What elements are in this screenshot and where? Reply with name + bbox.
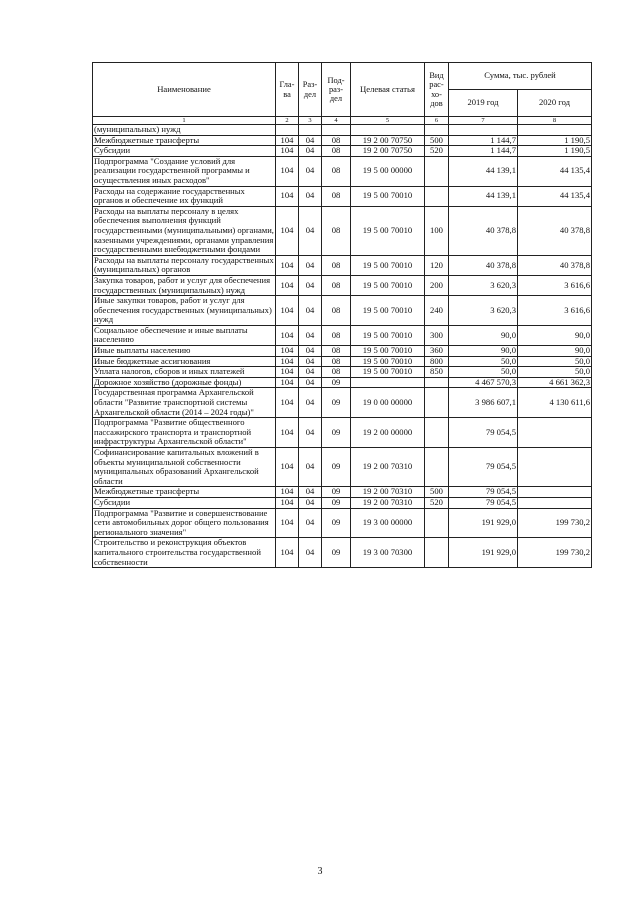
- row-glava: 104: [276, 346, 299, 357]
- row-year1-value: 40 378,8: [449, 206, 518, 255]
- row-year2-value: 3 616,6: [518, 275, 592, 295]
- row-year1-value: 3 986 607,1: [449, 388, 518, 418]
- row-name: Подпрограмма "Создание условий для реализации государственной программы и осуществления иных расходов": [93, 156, 276, 186]
- row-year1-value: 79 054,5: [449, 418, 518, 448]
- row-podrazdel: [322, 125, 351, 136]
- row-vid: [425, 156, 449, 186]
- row-glava: 104: [276, 418, 299, 448]
- row-year1-value: 44 139,1: [449, 186, 518, 206]
- row-year1-value: 90,0: [449, 325, 518, 345]
- row-year2-value: 40 378,8: [518, 255, 592, 275]
- row-target: [351, 377, 425, 388]
- row-year1-value: 79 054,5: [449, 448, 518, 487]
- row-name: (муниципальных) нужд: [93, 125, 276, 136]
- row-razdel: 04: [299, 135, 322, 146]
- header-target: Целевая статья: [351, 63, 425, 117]
- table-row: [93, 255, 592, 275]
- row-target: 19 2 00 70750: [351, 146, 425, 157]
- row-year2-value: 44 135,4: [518, 156, 592, 186]
- row-year2-value: 90,0: [518, 346, 592, 357]
- row-razdel: 04: [299, 346, 322, 357]
- row-year1-value: 40 378,8: [449, 255, 518, 275]
- row-target: 19 5 00 70010: [351, 206, 425, 255]
- row-podrazdel: 08: [322, 367, 351, 378]
- row-razdel: 04: [299, 156, 322, 186]
- row-name: Расходы на выплаты персоналу государственных (муниципальных) органов: [94, 255, 274, 275]
- row-vid: [425, 538, 449, 568]
- table-row: [93, 206, 592, 255]
- row-name: Уплата налогов, сборов и иных платежей: [93, 367, 276, 378]
- header-razdel: Раз-дел: [299, 63, 322, 117]
- row-name: Государственная программа Архангельской области "Развитие транспортной системы Архангельской области (2014 – 2024 годы)": [93, 388, 276, 418]
- row-podrazdel: 09: [322, 377, 351, 388]
- row-name: Субсидии: [93, 146, 276, 157]
- row-year2-value: [518, 125, 592, 136]
- row-vid: 520: [425, 497, 449, 508]
- row-name: Межбюджетные трансферты: [93, 487, 276, 498]
- row-target: 19 2 00 70310: [351, 487, 425, 498]
- row-year2-value: [518, 487, 592, 498]
- row-glava: 104: [276, 156, 299, 186]
- table-row: [93, 135, 592, 146]
- header-sum: Сумма, тыс. рублей: [449, 63, 592, 90]
- table-row: [93, 296, 592, 326]
- row-glava: 104: [276, 325, 299, 345]
- row-podrazdel: 08: [322, 346, 351, 357]
- row-vid: 850: [425, 367, 449, 378]
- row-year2-value: 50,0: [518, 356, 592, 367]
- row-year1-value: 79 054,5: [449, 497, 518, 508]
- header-glava: Гла-ва: [276, 63, 299, 117]
- row-year1-value: 90,0: [449, 346, 518, 357]
- row-year2-value: 1 190,5: [518, 135, 592, 146]
- header-podrazdel: Под-раз-дел: [322, 63, 351, 117]
- row-year2-value: 90,0: [518, 325, 592, 345]
- row-razdel: 04: [299, 508, 322, 538]
- row-razdel: 04: [299, 275, 322, 295]
- row-name: Расходы на выплаты персоналу в целях обеспечения выполнения функций государственными (муниципальными) органами, казенными учреждениями, органами управления государственными внебюджетными фондами: [94, 206, 274, 255]
- page-number: 3: [317, 866, 323, 877]
- table-row: [93, 497, 592, 508]
- row-target: 19 2 00 70310: [351, 448, 425, 487]
- row-target: 19 5 00 70010: [351, 275, 425, 295]
- row-glava: 104: [276, 206, 299, 255]
- row-glava: 104: [276, 388, 299, 418]
- row-year2-value: 4 661 362,3: [518, 377, 592, 388]
- table-body: [93, 125, 592, 568]
- table-row: [93, 367, 592, 378]
- row-podrazdel: 09: [322, 487, 351, 498]
- row-year2-value: 44 135,4: [518, 186, 592, 206]
- row-year2-value: 199 730,2: [518, 538, 592, 568]
- row-razdel: 04: [299, 377, 322, 388]
- row-year1-value: 191 929,0: [449, 508, 518, 538]
- header-vid: Вид рас-хо-дов: [425, 63, 449, 117]
- row-year2-value: 199 730,2: [518, 508, 592, 538]
- table-row: [93, 186, 592, 206]
- row-vid: 100: [425, 206, 449, 255]
- row-podrazdel: 08: [322, 325, 351, 345]
- row-razdel: 04: [299, 497, 322, 508]
- row-vid: [425, 388, 449, 418]
- table-row: [93, 146, 592, 157]
- row-razdel: 04: [299, 448, 322, 487]
- row-razdel: 04: [299, 146, 322, 157]
- table-row: [93, 487, 592, 498]
- row-glava: 104: [276, 255, 299, 275]
- row-vid: [425, 508, 449, 538]
- row-name: Иные закупки товаров, работ и услуг для обеспечения государственных (муниципальных) нужд: [93, 296, 276, 326]
- table-row: [93, 418, 592, 448]
- table-row: [93, 388, 592, 418]
- row-year1-value: 3 620,3: [449, 275, 518, 295]
- row-vid: 120: [425, 255, 449, 275]
- row-glava: 104: [276, 356, 299, 367]
- row-vid: 800: [425, 356, 449, 367]
- row-year2-value: 50,0: [518, 367, 592, 378]
- row-target: 19 5 00 70010: [351, 255, 425, 275]
- row-razdel: [299, 125, 322, 136]
- row-year1-value: 4 467 570,3: [449, 377, 518, 388]
- row-razdel: 04: [299, 418, 322, 448]
- row-year2-value: 40 378,8: [518, 206, 592, 255]
- header-year2: 2020 год: [518, 90, 592, 117]
- table-row: [93, 156, 592, 186]
- row-razdel: 04: [299, 538, 322, 568]
- row-year1-value: 191 929,0: [449, 538, 518, 568]
- row-year1-value: 3 620,3: [449, 296, 518, 326]
- row-year1-value: [449, 125, 518, 136]
- row-podrazdel: 08: [322, 255, 351, 275]
- row-podrazdel: 09: [322, 388, 351, 418]
- row-name: Социальное обеспечение и иные выплаты населению: [93, 325, 276, 345]
- row-glava: 104: [276, 487, 299, 498]
- row-glava: 104: [276, 275, 299, 295]
- column-number: 4: [322, 117, 351, 125]
- row-year1-value: 44 139,1: [449, 156, 518, 186]
- header-name: Наименование: [93, 63, 276, 117]
- budget-table: [92, 62, 592, 568]
- row-target: 19 5 00 70010: [351, 367, 425, 378]
- row-name: Иные выплаты населению: [93, 346, 276, 357]
- row-name: Субсидии: [93, 497, 276, 508]
- row-podrazdel: 08: [322, 206, 351, 255]
- row-name: Софинансирование капитальных вложений в объекты муниципальной собственности муниципальных образований Архангельской области: [93, 448, 276, 487]
- row-glava: 104: [276, 135, 299, 146]
- row-name: Подпрограмма "Развитие и совершенствование сети автомобильных дорог общего пользования регионального значения": [93, 508, 276, 538]
- row-name: Закупка товаров, работ и услуг для обеспечения государственных (муниципальных) нужд: [93, 275, 276, 295]
- row-glava: [276, 125, 299, 136]
- row-razdel: 04: [299, 487, 322, 498]
- row-target: 19 2 00 70310: [351, 497, 425, 508]
- row-podrazdel: 08: [322, 146, 351, 157]
- row-year2-value: 1 190,5: [518, 146, 592, 157]
- row-podrazdel: 09: [322, 448, 351, 487]
- row-vid: 300: [425, 325, 449, 345]
- row-vid: 240: [425, 296, 449, 326]
- row-podrazdel: 08: [322, 156, 351, 186]
- row-year2-value: [518, 497, 592, 508]
- row-year2-value: 3 616,6: [518, 296, 592, 326]
- row-podrazdel: 08: [322, 356, 351, 367]
- row-glava: 104: [276, 146, 299, 157]
- row-name: Подпрограмма "Развитие общественного пассажирского транспорта и транспортной инфраструктуры Архангельской области": [93, 418, 276, 448]
- row-vid: [425, 418, 449, 448]
- row-podrazdel: 09: [322, 418, 351, 448]
- row-razdel: 04: [299, 255, 322, 275]
- row-vid: 500: [425, 135, 449, 146]
- row-year2-value: [518, 448, 592, 487]
- row-target: 19 2 00 70750: [351, 135, 425, 146]
- row-target: 19 5 00 70010: [351, 296, 425, 326]
- row-podrazdel: 09: [322, 538, 351, 568]
- row-target: 19 2 00 00000: [351, 418, 425, 448]
- row-glava: 104: [276, 497, 299, 508]
- row-razdel: 04: [299, 206, 322, 255]
- header-year1: 2019 год: [449, 90, 518, 117]
- row-glava: 104: [276, 448, 299, 487]
- column-number: 1: [93, 117, 276, 125]
- column-number: 2: [276, 117, 299, 125]
- table-row: [93, 275, 592, 295]
- table-row: [93, 125, 592, 136]
- row-glava: 104: [276, 367, 299, 378]
- row-glava: 104: [276, 296, 299, 326]
- row-razdel: 04: [299, 325, 322, 345]
- row-vid: [425, 125, 449, 136]
- row-target: 19 5 00 00000: [351, 156, 425, 186]
- row-podrazdel: 08: [322, 186, 351, 206]
- row-target: 19 0 00 00000: [351, 388, 425, 418]
- row-target: 19 5 00 70010: [351, 325, 425, 345]
- row-year1-value: 79 054,5: [449, 487, 518, 498]
- row-razdel: 04: [299, 367, 322, 378]
- column-number: 3: [299, 117, 322, 125]
- row-glava: 104: [276, 508, 299, 538]
- column-number: 7: [449, 117, 518, 125]
- row-vid: 500: [425, 487, 449, 498]
- row-vid: 200: [425, 275, 449, 295]
- row-target: 19 5 00 70010: [351, 186, 425, 206]
- row-vid: [425, 377, 449, 388]
- table-row: [93, 346, 592, 357]
- row-vid: [425, 186, 449, 206]
- row-glava: 104: [276, 538, 299, 568]
- table-row: [93, 325, 592, 345]
- table-row: [93, 508, 592, 538]
- row-target: 19 5 00 70010: [351, 356, 425, 367]
- table-row: [93, 538, 592, 568]
- row-razdel: 04: [299, 388, 322, 418]
- row-glava: 104: [276, 186, 299, 206]
- row-year1-value: 50,0: [449, 356, 518, 367]
- row-razdel: 04: [299, 356, 322, 367]
- row-vid: [425, 448, 449, 487]
- row-year1-value: 1 144,7: [449, 135, 518, 146]
- row-podrazdel: 08: [322, 135, 351, 146]
- table-row: [93, 448, 592, 487]
- column-number: 6: [425, 117, 449, 125]
- row-year1-value: 50,0: [449, 367, 518, 378]
- row-target: 19 3 00 70300: [351, 538, 425, 568]
- row-vid: 520: [425, 146, 449, 157]
- row-target: [351, 125, 425, 136]
- row-name: Строительство и реконструкция объектов капитального строительства государственной собственности: [93, 538, 276, 568]
- table-row: [93, 377, 592, 388]
- row-podrazdel: 08: [322, 275, 351, 295]
- table-header: [93, 63, 592, 125]
- row-glava: 104: [276, 377, 299, 388]
- row-target: 19 5 00 70010: [351, 346, 425, 357]
- row-year2-value: 4 130 611,6: [518, 388, 592, 418]
- row-razdel: 04: [299, 296, 322, 326]
- column-numbers-row: [93, 117, 592, 125]
- row-razdel: 04: [299, 186, 322, 206]
- row-vid: 360: [425, 346, 449, 357]
- row-year1-value: 1 144,7: [449, 146, 518, 157]
- row-target: 19 3 00 00000: [351, 508, 425, 538]
- table-row: [93, 356, 592, 367]
- row-name: Иные бюджетные ассигнования: [93, 356, 276, 367]
- column-number: 8: [518, 117, 592, 125]
- row-name: Дорожное хозяйство (дорожные фонды): [93, 377, 276, 388]
- row-name: Межбюджетные трансферты: [93, 135, 276, 146]
- row-podrazdel: 09: [322, 497, 351, 508]
- row-year2-value: [518, 418, 592, 448]
- row-podrazdel: 08: [322, 296, 351, 326]
- row-podrazdel: 09: [322, 508, 351, 538]
- column-number: 5: [351, 117, 425, 125]
- row-name: Расходы на содержание государственных органов и обеспечение их функций: [93, 186, 276, 206]
